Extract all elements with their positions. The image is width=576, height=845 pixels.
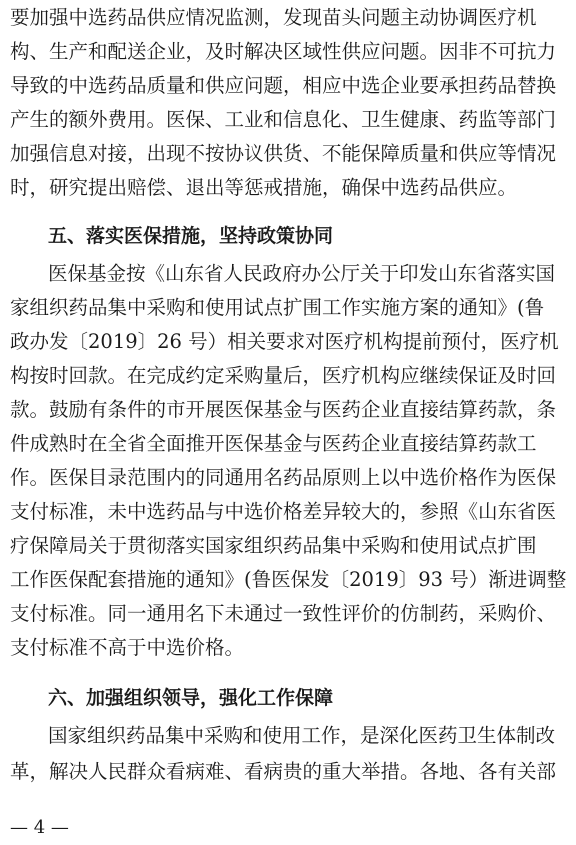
paragraph-2-line: 款。鼓励有条件的市开展医保基金与医药企业直接结算药款，条 bbox=[10, 398, 557, 421]
paragraph-2-line: 工作医保配套措施的通知》(鲁医保发〔2019〕93 号）渐进调整 bbox=[10, 568, 566, 591]
paragraph-2-line: 作。医保目录范围内的同通用名药品原则上以中选价格作为医保 bbox=[10, 466, 557, 489]
paragraph-3-line: 革，解决人民群众看病难、看病贵的重大举措。各地、各有关部 bbox=[10, 760, 557, 783]
paragraph-1-line: 加强信息对接，出现不按协议供货、不能保障质量和供应等情况 bbox=[10, 142, 557, 165]
page-number: — 4 — bbox=[10, 817, 69, 838]
paragraph-3-line: 国家组织药品集中采购和使用工作，是深化医药卫生体制改 bbox=[48, 724, 556, 747]
paragraph-1-line: 要加强中选药品供应情况监测，发现苗头问题主动协调医疗机 bbox=[10, 6, 537, 29]
paragraph-2-line: 支付标准。同一通用名下未通过一致性评价的仿制药，采购价、 bbox=[10, 602, 557, 625]
paragraph-2-line: 支付标准，未中选药品与中选价格差异较大的，参照《山东省医 bbox=[10, 500, 557, 523]
paragraph-2-line: 构按时回款。在完成约定采购量后，医疗机构应继续保证及时回 bbox=[10, 364, 557, 387]
paragraph-1-line: 产生的额外费用。医保、工业和信息化、卫生健康、药监等部门 bbox=[10, 108, 557, 131]
paragraph-2-line: 家组织药品集中采购和使用试点扩围工作实施方案的通知》(鲁 bbox=[10, 296, 545, 319]
paragraph-2-line: 医保基金按《山东省人民政府办公厅关于印发山东省落实国 bbox=[48, 262, 556, 285]
paragraph-2-line: 支付标准不高于中选价格。 bbox=[10, 636, 245, 659]
section-heading-5: 五、落实医保措施，坚持政策协同 bbox=[48, 225, 334, 247]
paragraph-2-line: 疗保障局关于贯彻落实国家组织药品集中采购和使用试点扩围 bbox=[10, 534, 537, 557]
paragraph-1-line: 构、生产和配送企业，及时解决区域性供应问题。因非不可抗力 bbox=[10, 40, 557, 63]
paragraph-1-line: 导致的中选药品质量和供应问题，相应中选企业要承担药品替换 bbox=[10, 74, 557, 97]
section-heading-6: 六、加强组织领导，强化工作保障 bbox=[48, 687, 334, 709]
paragraph-2-line: 件成熟时在全省全面推开医保基金与医药企业直接结算药款工 bbox=[10, 432, 537, 455]
paragraph-2-line: 政办发〔2019〕26 号）相关要求对医疗机构提前预付，医疗机 bbox=[10, 330, 559, 353]
paragraph-1-line: 时，研究提出赔偿、退出等惩戒措施，确保中选药品供应。 bbox=[10, 176, 518, 199]
